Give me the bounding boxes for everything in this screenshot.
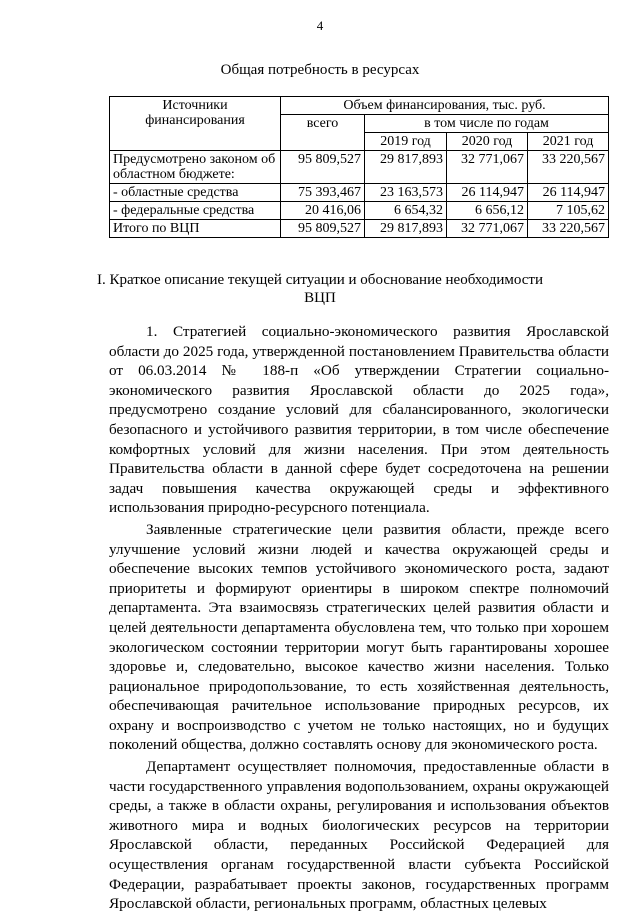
header-year-2019: 2019 год	[365, 133, 447, 151]
table-row	[110, 202, 609, 220]
section-heading: I. Краткое описание текущей ситуации и обоснование необходимости ВЦП	[96, 272, 544, 306]
resources-table	[109, 96, 609, 238]
row-2021: 7 105,62	[528, 202, 609, 220]
table-row	[110, 184, 609, 202]
row-2021: 33 220,567	[528, 220, 609, 238]
row-2020: 32 771,067	[447, 151, 528, 184]
row-2021: 33 220,567	[528, 151, 609, 184]
body-text	[109, 322, 609, 916]
header-by-years: в том числе по годам	[365, 115, 609, 133]
page-number: 4	[316, 18, 324, 33]
table-row	[110, 220, 609, 238]
row-source: - областные средства	[110, 184, 281, 202]
paragraph: 1. Стратегией социально-экономического развития Ярославской области до 2025 года, утвержденной постановлением Правительства области от 06.03.2014 № 188-п «Об утверждении Стратегии социально-экономического развития Ярославской области до 2025 года», предусмотрено создание условий для сбалансированного, экологически безопасного и устойчивого развития территории, в том числе обеспечение комфортных условий для жизни населения. При этом деятельность Правительства области в данной сфере будет сосредоточена на решении задач повышения качества окружающей среды и эффективного использования природно-ресурсного потенциала.	[109, 323, 609, 517]
header-year-2020: 2020 год	[447, 133, 528, 151]
header-year-2021: 2021 год	[528, 133, 609, 151]
row-total: 75 393,467	[281, 184, 365, 202]
row-source: - федеральные средства	[110, 202, 281, 220]
row-2020: 32 771,067	[447, 220, 528, 238]
row-source: Итого по ВЦП	[110, 220, 281, 238]
row-2020: 26 114,947	[447, 184, 528, 202]
row-2019: 29 817,893	[365, 151, 447, 184]
row-2019: 6 654,32	[365, 202, 447, 220]
row-total: 95 809,527	[281, 220, 365, 238]
row-total: 20 416,06	[281, 202, 365, 220]
paragraph: Департамент осуществляет полномочия, предоставленные области в части государственного управления водопользованием, охраны окружающей среды, а также в области охраны, регулирования и использования объектов животного мира и водных биологических ресурсов на территории Ярославской области, переданных Российской Федерацией для осуществления органам государственной власти субъекта Российской Федерации, разрабатывает проекты законов, государственных программ Ярославской области, региональных программ, областных целевых	[109, 758, 609, 913]
row-2019: 29 817,893	[365, 220, 447, 238]
row-2021: 26 114,947	[528, 184, 609, 202]
header-total: всего	[281, 115, 365, 151]
paragraph: Заявленные стратегические цели развития области, прежде всего улучшение условий жизни людей и качества окружающей среды и обеспечение высоких темпов устойчивого экономического роста, задают приоритеты и формируют ориентиры в широком спектре полномочий департамента. Эта взаимосвязь стратегических целей развития области и целей деятельности департамента обусловлена тем, что только при хорошем экологическом состоянии территории могут быть гарантированы хорошее здоровье и, следовательно, высокое качество жизни населения. Только рациональное природопользование, то есть хозяйственная деятельность, обеспечивающая рачительное использование природных ресурсов, их охрану и воспроизводство с учетом не только настоящих, но и будущих поколений общества, должно составлять основу для экономического роста.	[109, 520, 609, 754]
row-source: Предусмотрено законом об областном бюджете:	[110, 151, 281, 184]
table-row	[110, 151, 609, 184]
row-total: 95 809,527	[281, 151, 365, 184]
header-sources: Источники финансирования	[110, 97, 281, 151]
row-2020: 6 656,12	[447, 202, 528, 220]
resources-title: Общая потребность в ресурсах	[220, 62, 420, 78]
table-header-row	[110, 97, 609, 115]
header-volume: Объем финансирования, тыс. руб.	[281, 97, 609, 115]
row-2019: 23 163,573	[365, 184, 447, 202]
